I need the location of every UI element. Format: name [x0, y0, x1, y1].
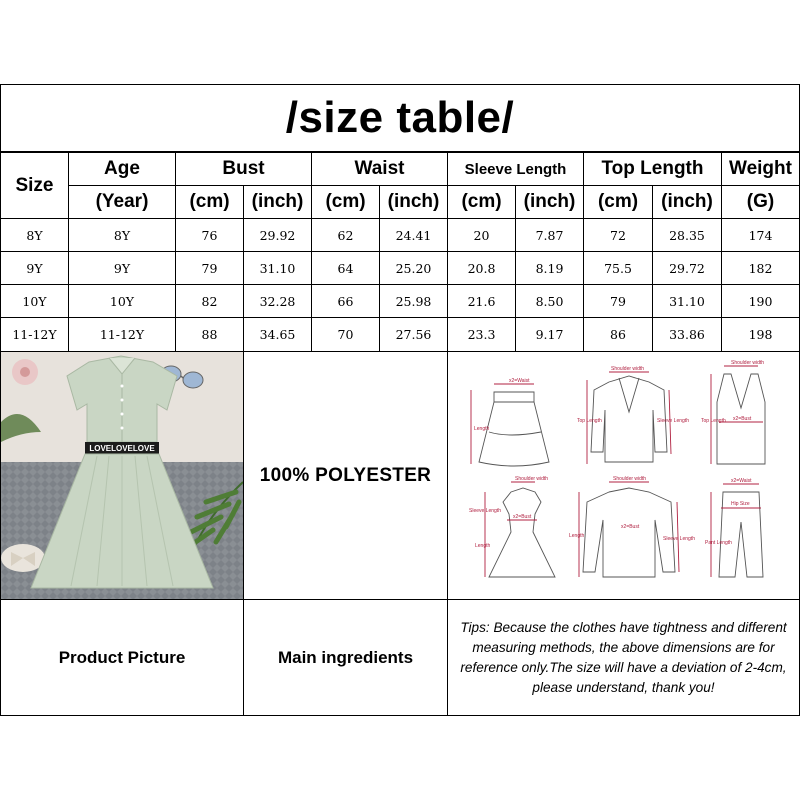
header-age: Age: [68, 152, 176, 186]
label-length-skirt: Length: [473, 426, 489, 432]
table-cell-bust-cm: 76: [175, 218, 244, 252]
header-sleeve-length: Sleeve Length: [447, 152, 584, 186]
pants-sketch: [711, 484, 763, 577]
table-cell-bust-cm: 82: [175, 284, 244, 318]
table-cell-sleeve-inch: 8.50: [515, 284, 584, 318]
label-bust-dress: x2=Bust: [512, 514, 531, 520]
measurement-sketches: [449, 352, 799, 599]
label-length-sweater: Length: [568, 533, 584, 539]
tips-note: Tips: Because the clothes have tightness and different measuring methods, the above dimensions are for reference only.The size will have a deviation of 2-4cm, please understand, thank you!: [447, 599, 800, 716]
label-pant-length: Pant Length: [704, 540, 732, 546]
table-cell-sleeve-inch: 7.87: [515, 218, 584, 252]
table-cell-waist-cm: 64: [311, 251, 380, 285]
label-shoulder-tank: Shoulder width: [730, 360, 764, 366]
table-cell-weight: 182: [721, 251, 800, 285]
table-cell-waist-inch: 27.56: [379, 317, 448, 352]
label-waist-pants: x2=Waist: [730, 478, 752, 484]
dress-illustration: [1, 352, 243, 599]
measurement-guide: [447, 351, 800, 600]
label-shoulder-sweater: Shoulder width: [612, 476, 646, 482]
table-title: /size table/: [0, 84, 800, 152]
table-cell-sleeve-cm: 21.6: [447, 284, 516, 318]
table-cell-waist-inch: 25.98: [379, 284, 448, 318]
table-cell-size: 11-12Y: [0, 317, 69, 352]
table-cell-waist-cm: 62: [311, 218, 380, 252]
dress-sketch: [485, 482, 555, 577]
table-cell-age: 11-12Y: [68, 317, 176, 352]
table-cell-top-inch: 31.10: [652, 284, 722, 318]
table-cell-age: 9Y: [68, 251, 176, 285]
table-cell-top-cm: 72: [583, 218, 653, 252]
table-cell-bust-inch: 32.28: [243, 284, 312, 318]
header-weight: Weight: [721, 152, 800, 186]
table-cell-top-inch: 33.86: [652, 317, 722, 352]
table-cell-weight: 198: [721, 317, 800, 352]
label-sleeve-dress: Sleeve Length: [468, 508, 501, 514]
header-bust-inch: (inch): [243, 185, 312, 219]
header-waist-inch: (inch): [379, 185, 448, 219]
skirt-sketch: [471, 384, 549, 466]
table-cell-size: 10Y: [0, 284, 69, 318]
table-cell-waist-inch: 25.20: [379, 251, 448, 285]
table-cell-top-cm: 79: [583, 284, 653, 318]
belt-lettering: LOVELOVELOVE: [89, 444, 155, 453]
label-sleeve-sweater: Sleeve Length: [662, 536, 695, 542]
material-value: 100% POLYESTER: [243, 351, 448, 600]
header-age-unit: (Year): [68, 185, 176, 219]
table-cell-top-inch: 29.72: [652, 251, 722, 285]
table-cell-waist-inch: 24.41: [379, 218, 448, 252]
table-cell-sleeve-cm: 20: [447, 218, 516, 252]
table-cell-sleeve-cm: 20.8: [447, 251, 516, 285]
label-length-dress: Length: [474, 543, 490, 549]
table-cell-top-cm: 75.5: [583, 251, 653, 285]
header-size: Size: [0, 152, 69, 219]
table-cell-sleeve-cm: 23.3: [447, 317, 516, 352]
header-waist-cm: (cm): [311, 185, 380, 219]
label-hip-pants: Hip Size: [730, 501, 750, 507]
header-top-cm: (cm): [583, 185, 653, 219]
table-cell-top-cm: 86: [583, 317, 653, 352]
table-cell-age: 10Y: [68, 284, 176, 318]
label-bust-tank: x2=Bust: [732, 416, 751, 422]
label-waist-skirt: x2=Waist: [508, 378, 530, 384]
header-waist: Waist: [311, 152, 448, 186]
label-bust-sweater: x2=Bust: [620, 524, 639, 530]
table-cell-size: 9Y: [0, 251, 69, 285]
table-cell-weight: 190: [721, 284, 800, 318]
table-cell-waist-cm: 70: [311, 317, 380, 352]
table-cell-waist-cm: 66: [311, 284, 380, 318]
label-top-length-jacket: Top Length: [576, 418, 602, 424]
table-cell-bust-cm: 79: [175, 251, 244, 285]
label-top-length-tank: Top Length: [700, 418, 726, 424]
table-cell-bust-inch: 31.10: [243, 251, 312, 285]
table-cell-sleeve-inch: 8.19: [515, 251, 584, 285]
label-shoulder-dress: Shoulder width: [514, 476, 548, 482]
size-table-sheet: [0, 84, 800, 716]
table-cell-sleeve-inch: 9.17: [515, 317, 584, 352]
product-picture-label: Product Picture: [0, 599, 244, 716]
header-bust: Bust: [175, 152, 312, 186]
table-cell-weight: 174: [721, 218, 800, 252]
label-sleeve-jacket: Sleeve Length: [656, 418, 689, 424]
product-photo: [0, 351, 244, 600]
table-cell-bust-inch: 34.65: [243, 317, 312, 352]
header-top-length: Top Length: [583, 152, 722, 186]
header-top-inch: (inch): [652, 185, 722, 219]
header-sleeve-cm: (cm): [447, 185, 516, 219]
label-shoulder-jacket: Shoulder width: [610, 366, 644, 372]
header-bust-cm: (cm): [175, 185, 244, 219]
main-ingredients-label: Main ingredients: [243, 599, 448, 716]
table-cell-age: 8Y: [68, 218, 176, 252]
table-cell-bust-inch: 29.92: [243, 218, 312, 252]
header-sleeve-inch: (inch): [515, 185, 584, 219]
table-cell-bust-cm: 88: [175, 317, 244, 352]
table-cell-top-inch: 28.35: [652, 218, 722, 252]
tank-top-sketch: [711, 366, 765, 464]
table-cell-size: 8Y: [0, 218, 69, 252]
header-weight-g: (G): [721, 185, 800, 219]
